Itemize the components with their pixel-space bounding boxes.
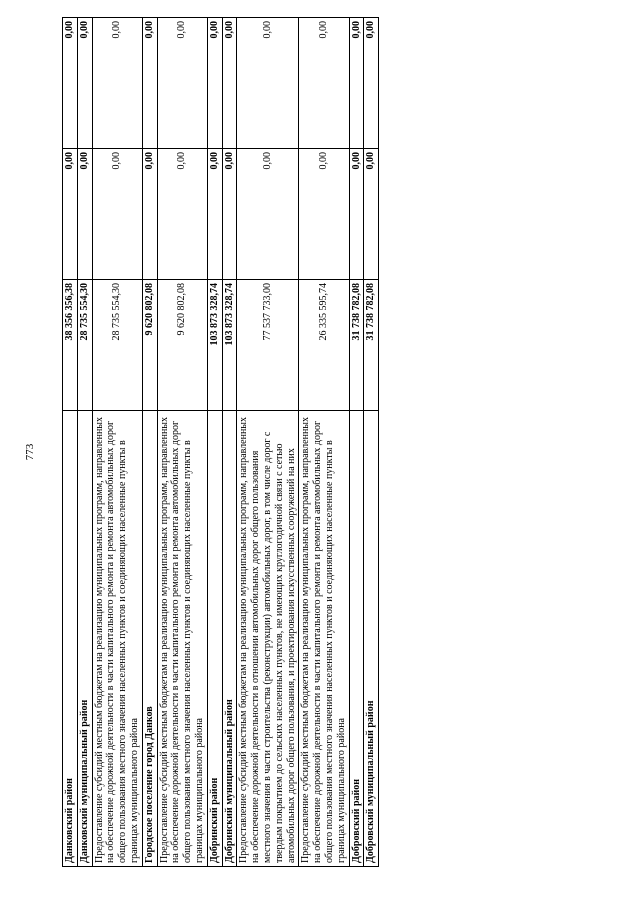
row-amount: 38 356 356,38 <box>63 280 78 411</box>
row-value-2: 0,00 <box>207 149 222 280</box>
row-value-3: 0,00 <box>157 18 207 149</box>
budget-table-body <box>63 18 379 867</box>
row-name: Городское поселение город Данков <box>142 411 157 867</box>
row-value-2: 0,00 <box>142 149 157 280</box>
row-value-2: 0,00 <box>157 149 207 280</box>
row-value-2: 0,00 <box>299 149 349 280</box>
budget-table <box>62 17 379 867</box>
row-amount: 77 537 733,00 <box>237 280 299 411</box>
budget-table-container <box>62 21 612 867</box>
row-value-2: 0,00 <box>364 149 379 280</box>
row-value-2: 0,00 <box>349 149 364 280</box>
table-row <box>299 18 349 867</box>
row-amount: 103 873 328,74 <box>222 280 237 411</box>
page-number: 773 <box>24 443 36 461</box>
row-name: Предоставление субсидий местным бюджетам на реализацию муниципальных программ, направленных на обеспечение дорожной деятельности в части капитального ремонта и ремонта автомобильных дорог общего пользования местного значения населенных пунктов и соединяющих населенные пункты в границах муниципального района <box>299 411 349 867</box>
row-value-3: 0,00 <box>222 18 237 149</box>
row-value-3: 0,00 <box>364 18 379 149</box>
row-name: Предоставление субсидий местным бюджетам на реализацию муниципальных программ, направленных на обеспечение дорожной деятельности в части капитального ремонта и ремонта автомобильных дорог общего пользования местного значения населенных пунктов и соединяющих населенные пункты в границах муниципального района <box>92 411 142 867</box>
row-name: Добринский район <box>207 411 222 867</box>
row-value-2: 0,00 <box>63 149 78 280</box>
row-name: Данковский район <box>63 411 78 867</box>
row-value-2: 0,00 <box>92 149 142 280</box>
row-amount: 9 620 802,08 <box>142 280 157 411</box>
row-amount: 28 735 554,30 <box>77 280 92 411</box>
row-amount: 103 873 328,74 <box>207 280 222 411</box>
row-name: Добровский район <box>349 411 364 867</box>
row-value-2: 0,00 <box>237 149 299 280</box>
row-value-3: 0,00 <box>237 18 299 149</box>
table-row <box>92 18 142 867</box>
row-amount: 31 738 782,08 <box>364 280 379 411</box>
table-row <box>237 18 299 867</box>
row-value-3: 0,00 <box>77 18 92 149</box>
row-name: Данковский муниципальный район <box>77 411 92 867</box>
row-value-3: 0,00 <box>142 18 157 149</box>
table-row <box>364 18 379 867</box>
row-name: Добринский муниципальный район <box>222 411 237 867</box>
row-value-3: 0,00 <box>63 18 78 149</box>
table-row <box>77 18 92 867</box>
table-row <box>63 18 78 867</box>
row-value-3: 0,00 <box>349 18 364 149</box>
table-row <box>207 18 222 867</box>
row-value-3: 0,00 <box>92 18 142 149</box>
row-amount: 31 738 782,08 <box>349 280 364 411</box>
row-name: Предоставление субсидий местным бюджетам на реализацию муниципальных программ, направленных на обеспечение дорожной деятельности в отношении автомобильных дорог общего пользования местного значения в части строительства (реконструкции) автомобильных дорог, в том числе дорог с твердым покрытием до сельских населенных пунктов, не имеющих круглогодичной связи с сетью автомобильных дорог общего пользования, и проектирования искусственных сооружений на них <box>237 411 299 867</box>
table-row <box>349 18 364 867</box>
table-row <box>142 18 157 867</box>
table-row <box>222 18 237 867</box>
row-value-3: 0,00 <box>207 18 222 149</box>
row-value-2: 0,00 <box>77 149 92 280</box>
row-amount: 28 735 554,30 <box>92 280 142 411</box>
table-row <box>157 18 207 867</box>
row-amount: 26 335 595,74 <box>299 280 349 411</box>
row-name: Предоставление субсидий местным бюджетам на реализацию муниципальных программ, направленных на обеспечение дорожной деятельности в части капитального ремонта и ремонта автомобильных дорог общего пользования местного значения населенных пунктов и соединяющих населенные пункты в границах муниципального района <box>157 411 207 867</box>
row-name: Добровский муниципальный район <box>364 411 379 867</box>
row-amount: 9 620 802,08 <box>157 280 207 411</box>
row-value-3: 0,00 <box>299 18 349 149</box>
row-value-2: 0,00 <box>222 149 237 280</box>
